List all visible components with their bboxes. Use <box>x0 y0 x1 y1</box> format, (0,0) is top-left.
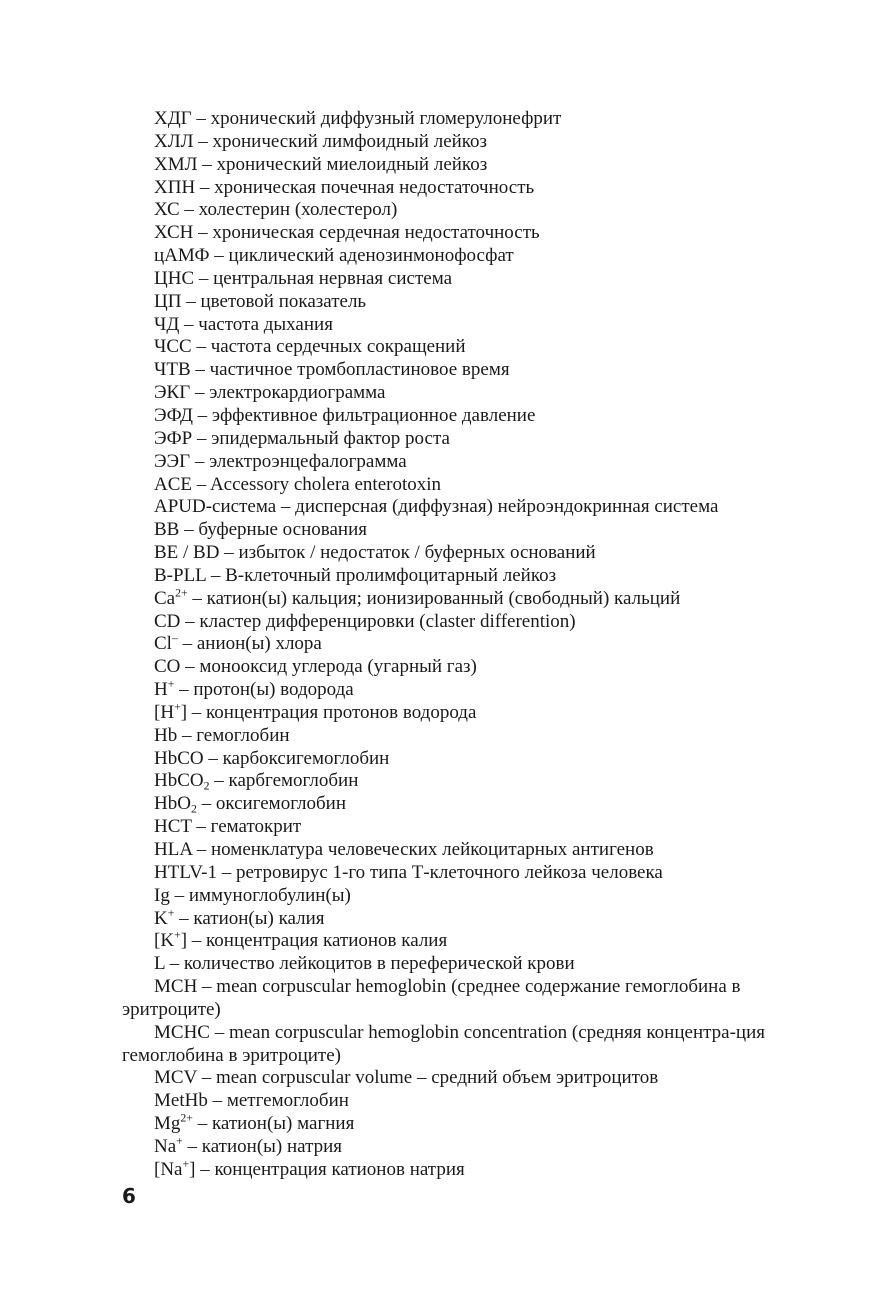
subscript: 2 <box>190 802 197 816</box>
entry-text: ЭЭГ – электроэнцефалограмма <box>154 450 407 472</box>
abbreviation-entry <box>122 770 794 793</box>
abbreviation-entry <box>122 451 794 474</box>
entry-text: Hb – гемоглобин <box>154 724 290 746</box>
superscript: + <box>176 1134 183 1148</box>
entry-text: ЧТВ – частичное тромбопластиновое время <box>154 359 510 381</box>
entry-text: цАМФ – циклический аденозинмонофосфат <box>154 245 514 267</box>
entry-text: MCH – mean corpuscular hemoglobin (среднее содержание гемоглобина в эритроците) <box>122 976 741 1020</box>
entry-text: ЧД – частота дыхания <box>154 313 333 335</box>
entry-text: MCV – mean corpuscular volume – средний объем эритроцитов <box>154 1067 659 1089</box>
entry-text: ACE – Accessory cholera enterotoxin <box>154 473 442 495</box>
entry-text: ЦП – цветовой показатель <box>154 290 367 312</box>
abbreviation-entry <box>122 908 794 931</box>
entry-text: ЧСС – частота сердечных сокращений <box>154 336 466 358</box>
abbreviation-entry <box>122 725 794 748</box>
abbreviation-entry <box>122 1113 794 1136</box>
entry-text: Na <box>154 1135 177 1157</box>
abbreviation-entry <box>122 245 794 268</box>
entry-text: ХЛЛ – хронический лимфоидный лейкоз <box>154 130 488 152</box>
entry-text: HCT – гематокрит <box>154 816 302 838</box>
abbreviation-list <box>122 108 794 1182</box>
abbreviation-entry <box>122 405 794 428</box>
abbreviation-entry <box>122 291 794 314</box>
abbreviation-entry <box>122 930 794 953</box>
superscript: – <box>171 632 178 646</box>
entry-text: ХС – холестерин (холестерол) <box>154 199 398 221</box>
abbreviation-entry <box>122 382 794 405</box>
entry-text: MetHb – метгемоглобин <box>154 1090 349 1112</box>
abbreviation-entry <box>122 108 794 131</box>
abbreviation-entry <box>122 1159 794 1182</box>
entry-text: HbCO – карбоксигемоглобин <box>154 747 390 769</box>
abbreviation-entry <box>122 314 794 337</box>
superscript: + <box>174 700 181 714</box>
entry-text: Mg <box>154 1113 181 1135</box>
entry-text: ХПН – хроническая почечная недостаточность <box>154 176 535 198</box>
entry-text: BE / BD – избыток / недостаток / буферных оснований <box>154 542 596 564</box>
abbreviation-entry <box>122 1067 794 1090</box>
abbreviation-entry <box>122 359 794 382</box>
abbreviation-entry <box>122 816 794 839</box>
abbreviation-entry <box>122 679 794 702</box>
entry-text: ] – концентрация катионов калия <box>180 930 448 952</box>
entry-text: MCHC – mean corpuscular hemoglobin concentration (средняя концентра-ция гемоглобина в эритроците) <box>122 1021 765 1066</box>
abbreviation-entry <box>122 953 794 976</box>
subscript: 2 <box>203 780 210 793</box>
abbreviation-entry <box>122 519 794 542</box>
entry-text: [H <box>154 701 175 723</box>
entry-text: – катион(ы) кальция; ионизированный (свободный) кальций <box>187 587 681 609</box>
abbreviation-entry <box>122 474 794 497</box>
abbreviation-entry <box>122 177 794 200</box>
abbreviation-entry <box>122 154 794 177</box>
abbreviation-entry <box>122 1090 794 1113</box>
entry-text: HLA – номенклатура человеческих лейкоцитарных антигенов <box>154 839 654 860</box>
entry-text: – протон(ы) водорода <box>174 679 354 701</box>
abbreviation-entry <box>122 656 794 679</box>
entry-text: ЦНС – центральная нервная система <box>154 267 453 289</box>
abbreviation-entry <box>122 1136 794 1159</box>
abbreviation-entry <box>122 839 794 862</box>
abbreviation-entry <box>122 428 794 451</box>
entry-text: ХСН – хроническая сердечная недостаточность <box>154 222 540 244</box>
entry-text: Ca <box>154 587 176 609</box>
entry-text: – катион(ы) натрия <box>182 1135 343 1157</box>
superscript: 2+ <box>175 586 188 600</box>
entry-text: – карбгемоглобин <box>209 770 359 792</box>
abbreviation-entry <box>122 542 794 565</box>
entry-text: ХМЛ – хронический миелоидный лейкоз <box>154 153 488 175</box>
abbreviation-entry <box>122 862 794 885</box>
entry-text: [Na <box>154 1158 183 1180</box>
entry-text: CD – кластер дифференцировки (claster differention) <box>154 610 576 632</box>
entry-text: APUD-система – дисперсная (диффузная) нейроэндокринная система <box>154 496 719 518</box>
superscript: + <box>167 906 175 920</box>
entry-text: ЭФР – эпидермальный фактор роста <box>154 427 450 449</box>
abbreviation-entry <box>122 1022 794 1068</box>
superscript: + <box>167 677 175 691</box>
abbreviation-entry <box>122 885 794 908</box>
superscript: + <box>174 929 181 943</box>
entry-text: K <box>154 907 168 929</box>
entry-text: H <box>154 679 168 701</box>
abbreviation-entry <box>122 336 794 359</box>
entry-text: ] – концентрация катионов натрия <box>189 1158 465 1180</box>
abbreviation-entry <box>122 633 794 656</box>
superscript: + <box>182 1157 190 1171</box>
entry-text: HbO <box>154 793 191 815</box>
entry-text: – катион(ы) магния <box>192 1113 355 1135</box>
abbreviation-entry <box>122 793 794 816</box>
entry-text: ] – концентрация протонов водорода <box>180 701 477 723</box>
abbreviation-entry <box>122 976 794 1022</box>
abbreviation-entry <box>122 565 794 588</box>
entry-text: ЭФД – эффективное фильтрационное давление <box>154 404 536 426</box>
entry-text: ХДГ – хронический диффузный гломерулонефрит <box>154 108 562 129</box>
abbreviation-entry <box>122 199 794 222</box>
entry-text: B-PLL – B-клеточный пролимфоцитарный лейкоз <box>154 564 557 586</box>
entry-text: HTLV-1 – ретровирус 1-го типа Т-клеточного лейкоза человека <box>154 861 663 883</box>
abbreviation-entry <box>122 611 794 634</box>
superscript: 2+ <box>180 1111 193 1125</box>
entry-text: Ig – иммуноглобулин(ы) <box>154 884 351 906</box>
entry-text: Cl <box>154 633 172 655</box>
entry-text: – анион(ы) хлора <box>177 633 322 655</box>
abbreviation-entry <box>122 222 794 245</box>
entry-text: L – количество лейкоцитов в переферической крови <box>154 953 575 975</box>
abbreviation-entry <box>122 496 794 519</box>
abbreviation-entry <box>122 702 794 725</box>
entry-text: CO – монооксид углерода (угарный газ) <box>154 656 477 678</box>
entry-text: – оксигемоглобин <box>196 793 347 815</box>
abbreviation-entry <box>122 131 794 154</box>
entry-text: BB – буферные основания <box>154 519 367 541</box>
abbreviation-entry <box>122 748 794 771</box>
entry-text: [K <box>154 930 175 952</box>
page-number: 6 <box>122 1184 136 1208</box>
abbreviation-entry <box>122 268 794 291</box>
entry-text: – катион(ы) калия <box>174 907 325 929</box>
entry-text: ЭКГ – электрокардиограмма <box>154 382 386 404</box>
abbreviation-entry <box>122 588 794 611</box>
entry-text: HbCO <box>154 770 204 792</box>
